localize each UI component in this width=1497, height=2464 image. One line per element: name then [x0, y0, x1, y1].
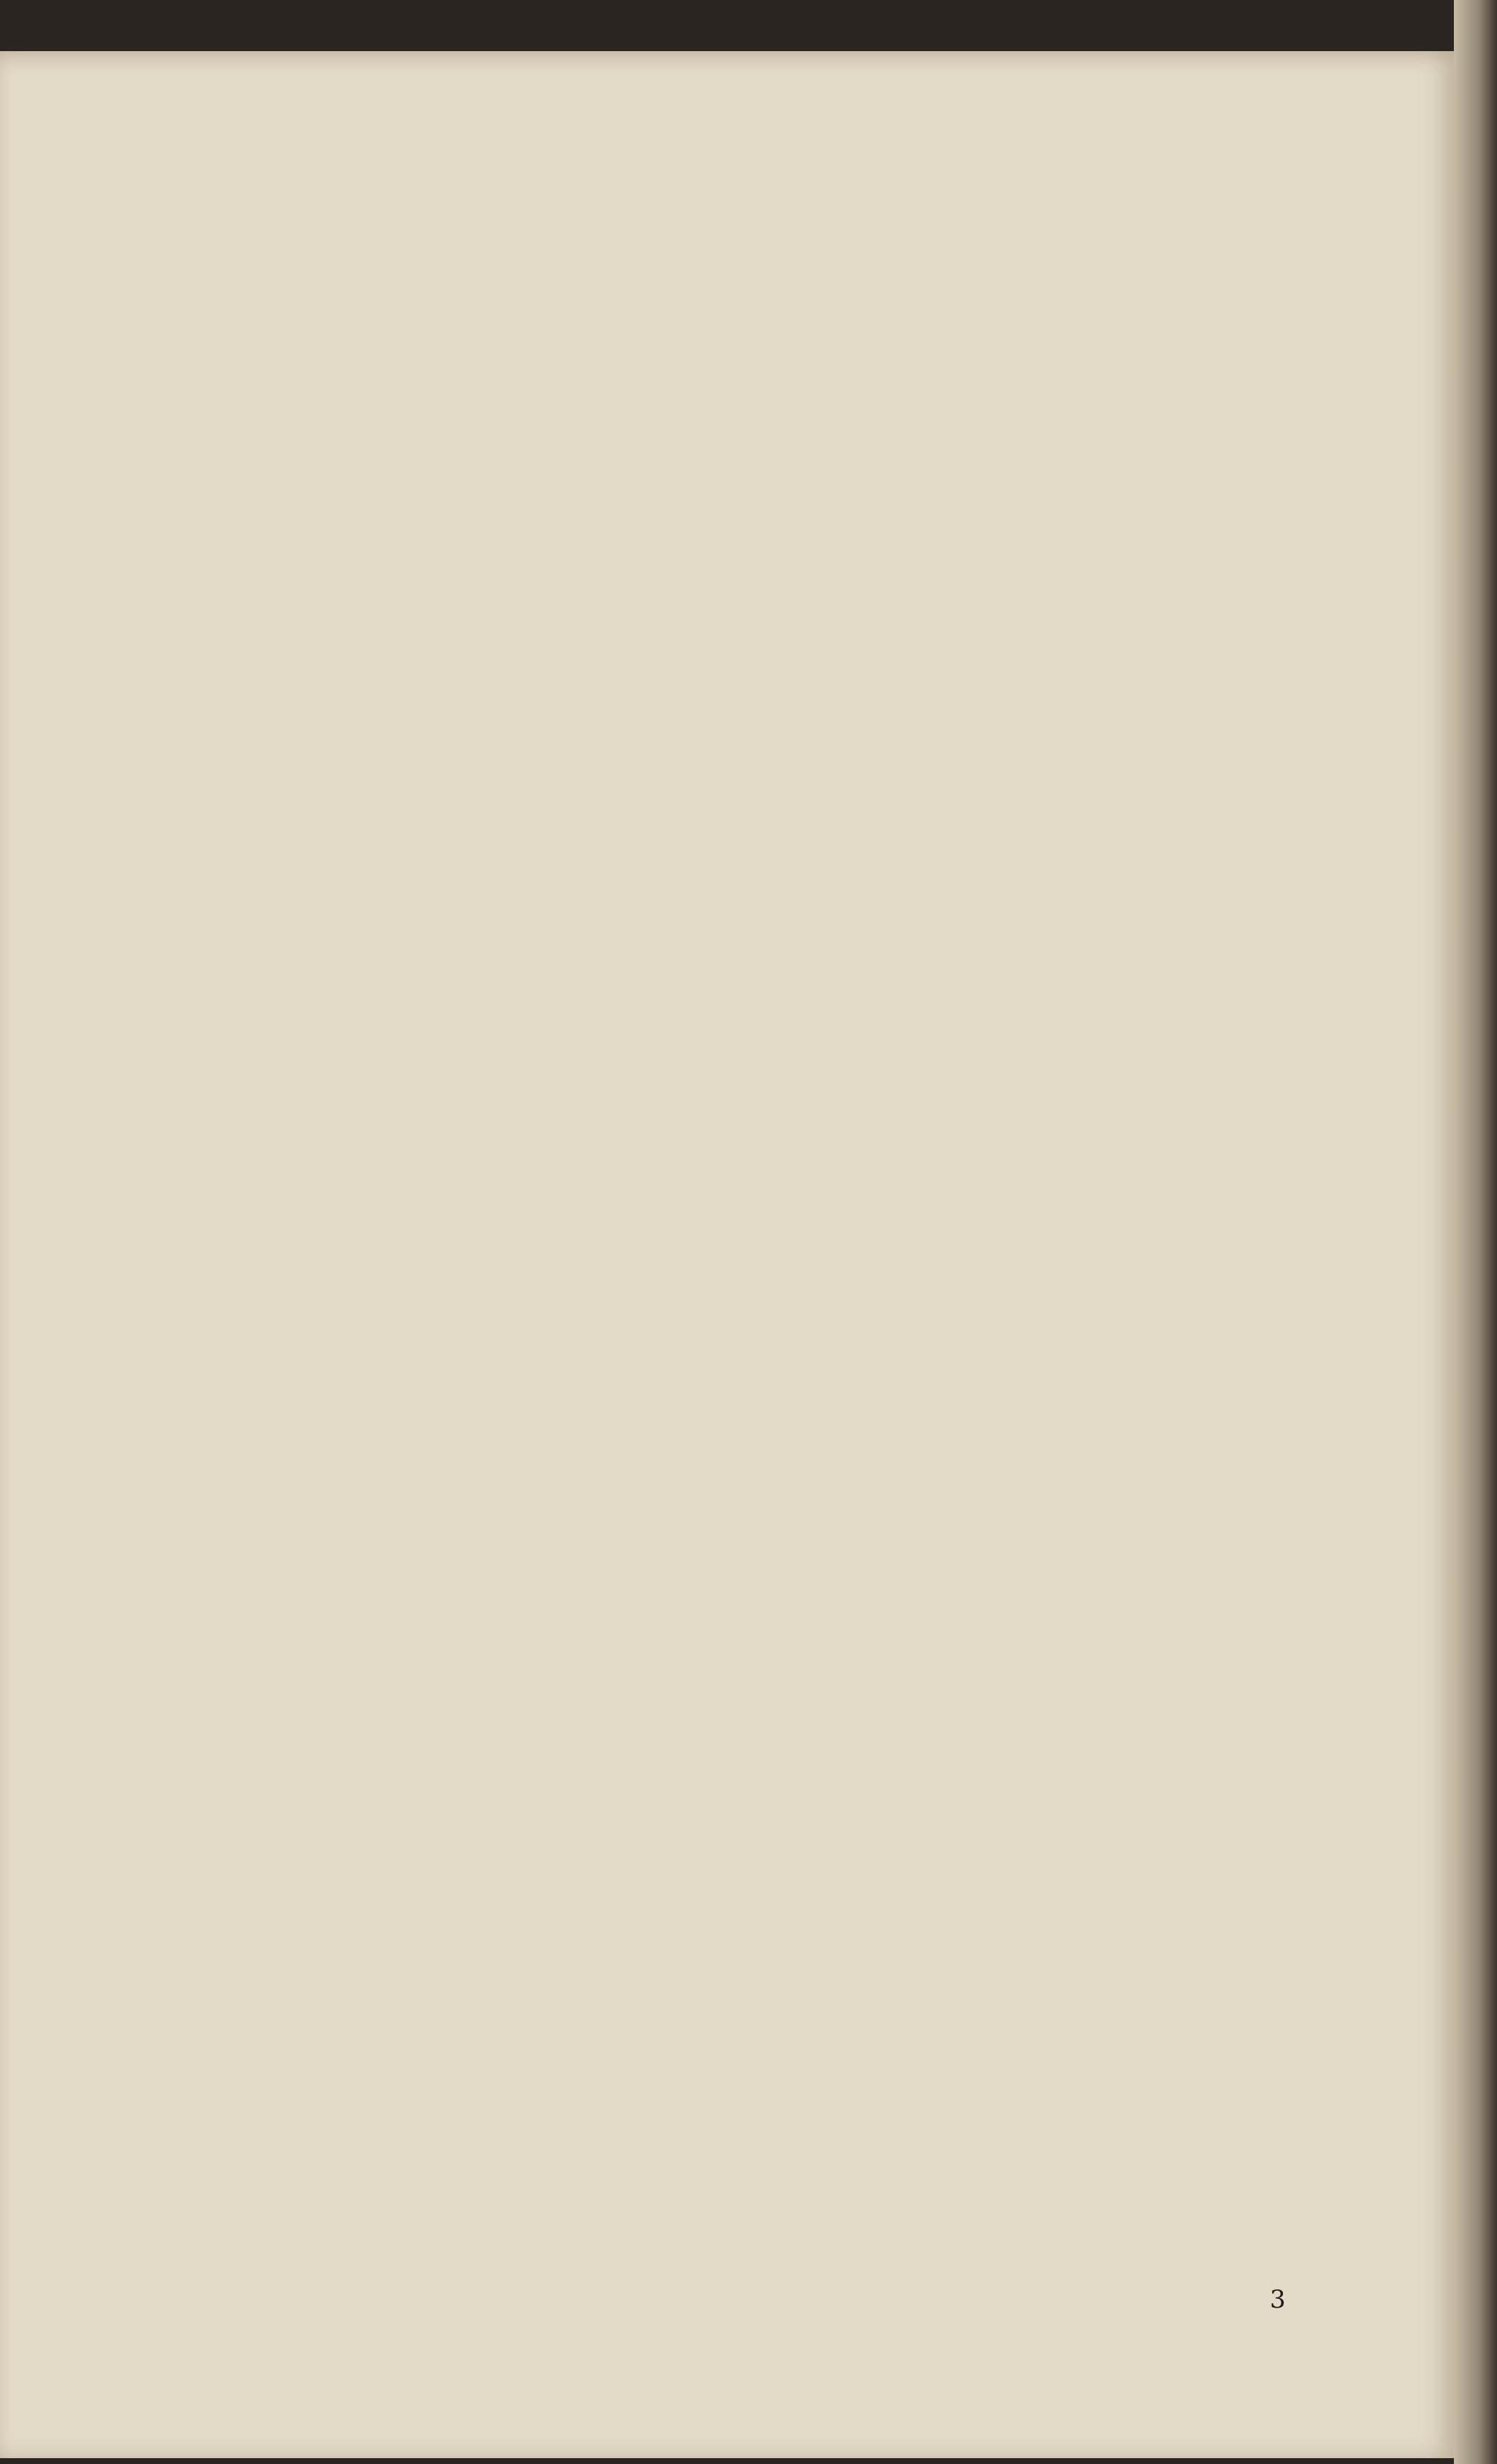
page-number: 3: [1270, 2285, 1286, 2314]
document-page: [0, 51, 1454, 2458]
book-edge: [1454, 0, 1497, 2464]
